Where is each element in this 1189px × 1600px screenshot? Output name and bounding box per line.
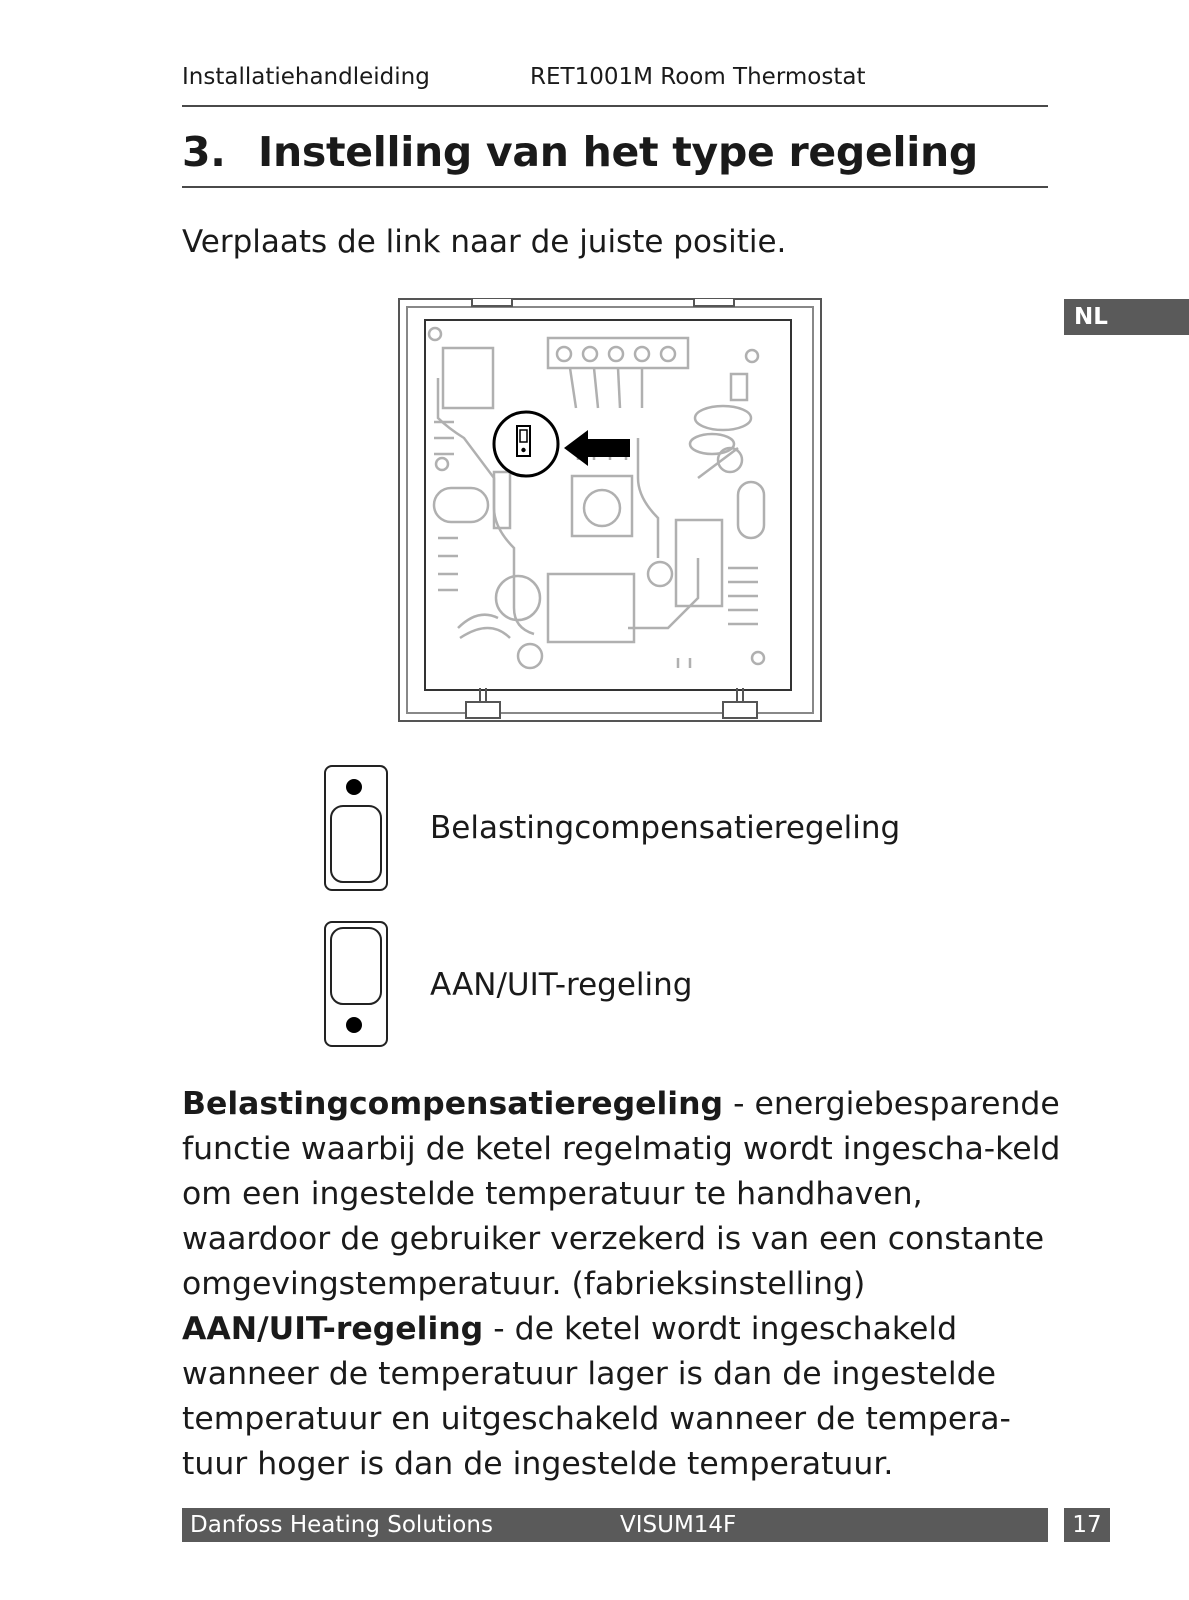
header-product-name: RET1001M Room Thermostat <box>530 64 866 90</box>
section-title-text: Instelling van het type regeling <box>258 128 978 176</box>
header-divider <box>182 105 1048 107</box>
option-label-load-compensation: Belastingcompensatieregeling <box>430 810 901 846</box>
clip-bottom-right <box>723 702 757 718</box>
text-on-off: - de ketel wordt ingeschakeld wanneer de temperatuur lager is dan de ingestelde temperatuur en uitgeschakeld wanneer de tempera-tuur hoger is dan de ingestelde temperatuur. <box>182 1311 1011 1482</box>
jumper-highlight <box>494 412 558 476</box>
page-number: 17 <box>1064 1508 1110 1542</box>
description-load-compensation <box>182 1082 1062 1307</box>
circuit-board-diagram <box>398 298 823 723</box>
housing-outer <box>399 299 821 721</box>
arrow-icon <box>564 430 630 466</box>
language-tab: NL <box>1064 299 1189 335</box>
section-title <box>182 128 978 176</box>
text-load-compensation: - energiebesparende functie waarbij de ketel regelmatig wordt ingescha-keld om een ingestelde temperatuur te handhaven, waardoor de gebruiker verzekerd is van een constante omgevingstemperatuur. (fabrieksinstelling) <box>182 1086 1061 1302</box>
description <box>182 1082 1062 1487</box>
pcb-outline <box>425 320 791 690</box>
footer-company: Danfoss Heating Solutions <box>190 1512 493 1538</box>
footer-document-code: VISUM14F <box>620 1512 737 1538</box>
section-number: 3. <box>182 128 226 176</box>
header-manual-title: Installatiehandleiding <box>182 64 430 90</box>
clip-bottom-left <box>466 702 500 718</box>
term-load-compensation: Belastingcompensatieregeling <box>182 1086 724 1122</box>
jumper-load-compensation-icon <box>324 765 388 891</box>
term-on-off: AAN/UIT-regeling <box>182 1311 484 1347</box>
clip-top-right <box>694 298 734 306</box>
description-on-off <box>182 1307 1062 1487</box>
title-divider <box>182 186 1048 188</box>
footer-bar <box>182 1508 1048 1542</box>
clip-top-left <box>472 298 512 306</box>
option-label-on-off: AAN/UIT-regeling <box>430 967 693 1003</box>
pcb-traces <box>429 328 764 668</box>
intro-text: Verplaats de link naar de juiste positie. <box>182 224 787 260</box>
jumper-on-off-icon <box>324 921 388 1047</box>
